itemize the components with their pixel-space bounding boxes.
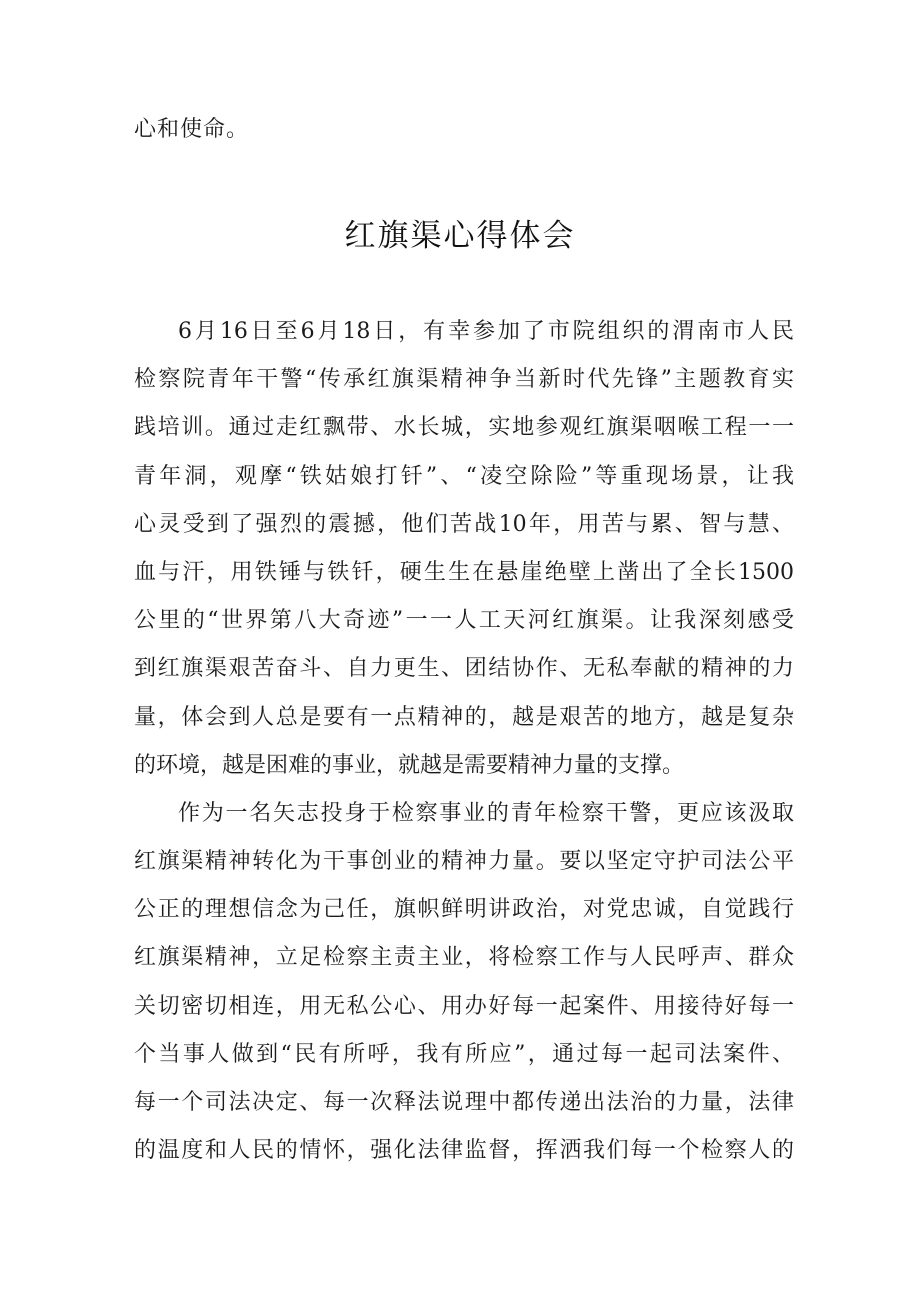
- paragraph-line: 作为一名矢志投身于检察事业的青年检察干警，更应该汲取: [178, 800, 794, 826]
- paragraph-line: 的环境，越是困难的事业，就越是需要精神力量的支撑。: [134, 752, 685, 778]
- paragraph-line: 6月16日至6月18日，有幸参加了市院组织的渭南市人民: [178, 319, 794, 344]
- paragraph-line: 关切密切相连，用无私公心、用办好每一起案件、用接待好每一: [134, 993, 794, 1019]
- paragraph-line: 检察院青年干警“传承红旗渠精神争当新时代先锋”主题教育实: [134, 367, 794, 393]
- paragraph-line: 红旗渠精神转化为干事创业的精神力量。要以坚定守护司法公平: [134, 849, 794, 875]
- document-title: 红旗渠心得体会: [344, 218, 576, 254]
- paragraph-line: 的温度和人民的情怀，强化法律监督，挥洒我们每一个检察人的: [134, 1138, 794, 1164]
- paragraph-line: 红旗渠精神，立足检察主责主业，将检察工作与人民呼声、群众: [134, 945, 794, 971]
- paragraph-line: 践培训。通过走红飘带、水长城，实地参观红旗渠咽喉工程一一: [134, 415, 794, 441]
- paragraph-line: 公里的“世界第八大奇迹”一一人工天河红旗渠。让我深刻感受: [134, 608, 794, 634]
- paragraph-line: 血与汗，用铁锤与铁钎，硬生生在悬崖绝壁上凿出了全长1500: [134, 559, 794, 585]
- paragraph-line: 青年洞，观摩“铁姑娘打钎”、“凌空除险”等重现场景，让我: [134, 463, 794, 489]
- paragraph-line: 公正的理想信念为己任，旗帜鲜明讲政治，对党忠诚，自觉践行: [134, 897, 794, 923]
- paragraph-line: 个当事人做到“民有所呼，我有所应”，通过每一起司法案件、: [134, 1041, 794, 1067]
- paragraph-line: 每一个司法决定、每一次释法说理中都传递出法治的力量，法律: [134, 1090, 794, 1115]
- paragraph-line: 到红旗渠艰苦奋斗、自力更生、团结协作、无私奉献的精神的力: [134, 656, 794, 682]
- paragraph-1: [134, 308, 794, 790]
- paragraph-line: 心灵受到了强烈的震撼，他们苦战10年，用苦与累、智与慧、: [134, 511, 794, 537]
- paragraph-2: [134, 790, 794, 1176]
- paragraph-line: 量，体会到人总是要有一点精神的，越是艰苦的地方，越是复杂: [134, 704, 794, 730]
- carryover-text-line: 心和使命。: [134, 117, 250, 142]
- document-body: [134, 308, 794, 1175]
